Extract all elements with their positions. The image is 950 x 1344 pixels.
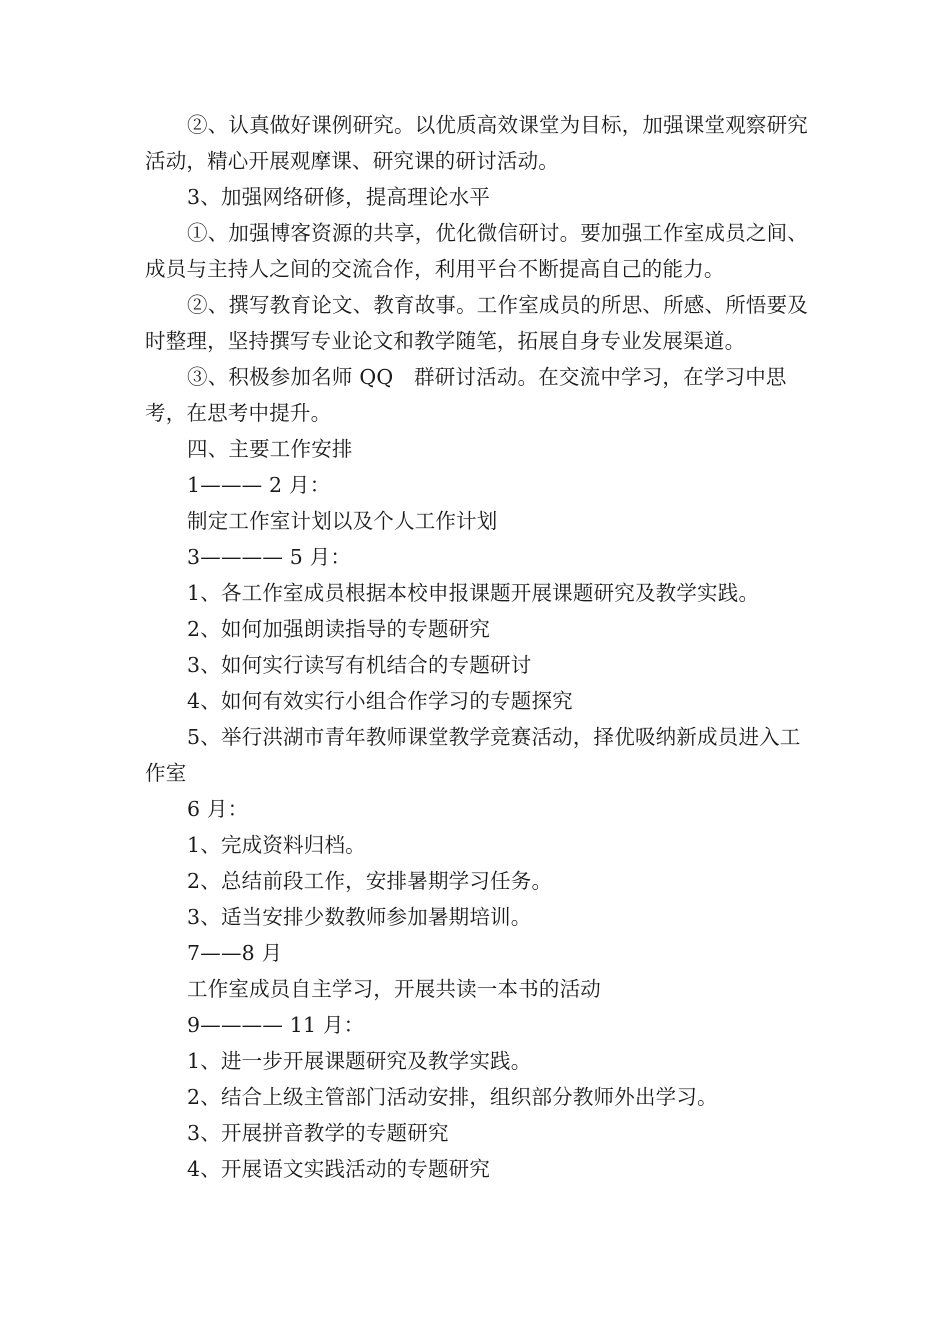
schedule-item: 1、各工作室成员根据本校申报课题开展课题研究及教学实践。 [187,581,760,605]
paragraph-case-study: ②、认真做好课例研究。以优质高效课堂为目标，加强课堂观察研究活动，精心开展观摩课、研究课的研讨活动。 [145,113,808,173]
schedule-item: 2、如何加强朗读指导的专题研究 [187,617,491,641]
schedule-item: 2、总结前段工作，安排暑期学习任务。 [187,869,553,893]
schedule-period-jan-feb: 1——— 2 月： [187,473,331,497]
paragraph-writing-papers: ②、撰写教育论文、教育故事。工作室成员的所思、所感、所悟要及时整理，坚持撰写专业论文和教学随笔，拓展自身专业发展渠道。 [145,293,808,353]
schedule-item: 3、如何实行读写有机结合的专题研讨 [187,653,532,677]
schedule-item: 3、开展拼音教学的专题研究 [187,1121,449,1145]
schedule-item: 1、完成资料归档。 [187,833,366,857]
schedule-period-jul-aug: 7——8 月 [187,941,283,965]
schedule-item: 1、进一步开展课题研究及教学实践。 [187,1049,532,1073]
schedule-item: 制定工作室计划以及个人工作计划 [187,509,498,533]
schedule-item: 工作室成员自主学习，开展共读一本书的活动 [187,977,601,1001]
heading-online-study: 3、加强网络研修，提高理论水平 [187,185,491,209]
paragraph-blog-resources: ①、加强博客资源的共享，优化微信研讨。要加强工作室成员之间、成员与主持人之间的交流合作，利用平台不断提高自己的能力。 [145,221,808,281]
schedule-item: 5、举行洪湖市青年教师课堂教学竞赛活动，择优吸纳新成员进入工作室 [145,725,801,785]
schedule-item: 4、开展语文实践活动的专题研究 [187,1157,491,1181]
schedule-item: 3、适当安排少数教师参加暑期培训。 [187,905,532,929]
schedule-period-jun: 6 月： [187,797,249,821]
document-body [145,107,810,1187]
schedule-item: 4、如何有效实行小组合作学习的专题探究 [187,689,573,713]
schedule-item: 2、结合上级主管部门活动安排，组织部分教师外出学习。 [187,1085,718,1109]
paragraph-qq-group: ③、积极参加名师 QQ 群研讨活动。在交流中学习，在学习中思考，在思考中提升。 [145,365,787,425]
heading-work-schedule: 四、主要工作安排 [187,437,353,461]
schedule-period-sep-nov: 9———— 11 月： [187,1013,365,1037]
schedule-period-mar-may: 3———— 5 月： [187,545,352,569]
